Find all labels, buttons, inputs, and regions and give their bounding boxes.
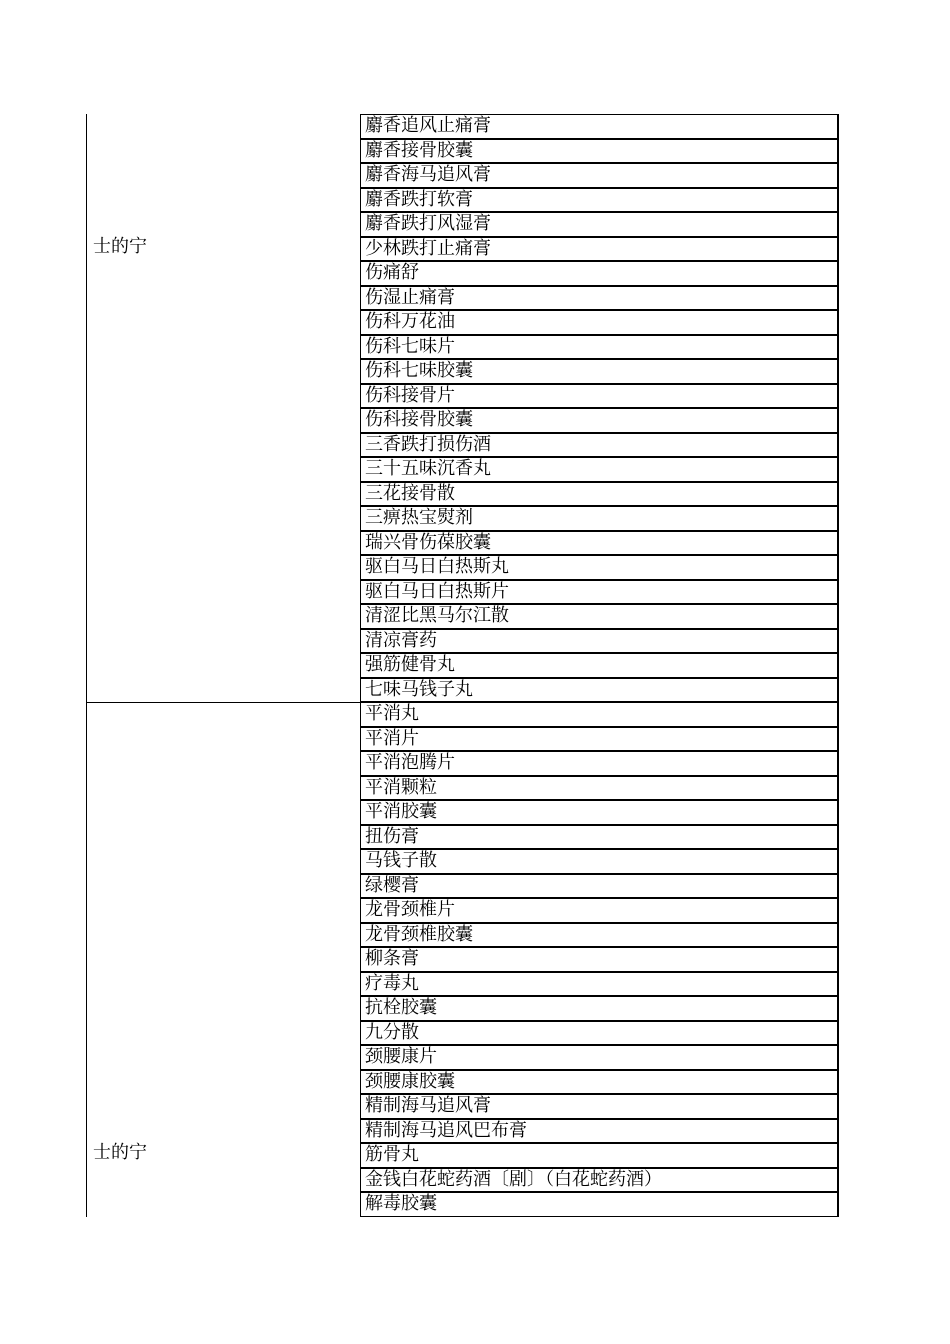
- group-label-cell: [86, 702, 361, 1217]
- table-row: 平消泡腾片: [361, 751, 837, 776]
- table-row: 龙骨颈椎胶囊: [361, 923, 837, 948]
- table-row: 平消胶囊: [361, 800, 837, 825]
- table-row: 伤科七味胶囊: [361, 359, 837, 384]
- table-row: 颈腰康胶囊: [361, 1070, 837, 1095]
- table-row: 清涩比黑马尔江散: [361, 604, 837, 629]
- table-row: 伤科接骨胶囊: [361, 408, 837, 433]
- table-row: 麝香海马追风膏: [361, 163, 837, 188]
- table-row: 驱白马日白热斯丸: [361, 555, 837, 580]
- table-row: 伤科万花油: [361, 310, 837, 335]
- table-row: 麝香追风止痛膏: [361, 114, 837, 139]
- table-row: 平消丸: [361, 702, 837, 727]
- table-row: 颈腰康片: [361, 1045, 837, 1070]
- table-row: 七味马钱子丸: [361, 678, 837, 703]
- table-row: 疗毒丸: [361, 972, 837, 997]
- table-group-2: [86, 702, 838, 1217]
- table-row: 柳条膏: [361, 947, 837, 972]
- table-row: 伤痛舒: [361, 261, 837, 286]
- table-row: 龙骨颈椎片: [361, 898, 837, 923]
- table-row: 三痹热宝熨剂: [361, 506, 837, 531]
- table-row: 解毒胶囊: [361, 1192, 837, 1217]
- table-row: 麝香跌打风湿膏: [361, 212, 837, 237]
- table-row: 少林跌打止痛膏: [361, 237, 837, 262]
- table-group-1: [86, 114, 838, 702]
- table-row: 平消颗粒: [361, 776, 837, 801]
- group-label: 士的宁: [93, 236, 147, 257]
- table-row: 伤科七味片: [361, 335, 837, 360]
- table-row: 扭伤膏: [361, 825, 837, 850]
- group-label-cell: [86, 114, 361, 702]
- table-row: 马钱子散: [361, 849, 837, 874]
- table-row: 精制海马追风巴布膏: [361, 1119, 837, 1144]
- table-row: 伤湿止痛膏: [361, 286, 837, 311]
- group-label: 士的宁: [93, 1142, 147, 1163]
- group-divider: [87, 702, 361, 703]
- table-row: 平消片: [361, 727, 837, 752]
- drug-list: [360, 114, 839, 702]
- table-row: 三十五味沉香丸: [361, 457, 837, 482]
- table-row: 九分散: [361, 1021, 837, 1046]
- drug-list: [360, 702, 839, 1217]
- table-row: 麝香接骨胶囊: [361, 139, 837, 164]
- table-row: 驱白马日白热斯片: [361, 580, 837, 605]
- table-row: 瑞兴骨伤葆胶囊: [361, 531, 837, 556]
- table-row: 伤科接骨片: [361, 384, 837, 409]
- table-row: 绿樱膏: [361, 874, 837, 899]
- drug-table: [86, 114, 838, 1217]
- table-row: 三香跌打损伤酒: [361, 433, 837, 458]
- table-row: 筋骨丸: [361, 1143, 837, 1168]
- table-row: 精制海马追风膏: [361, 1094, 837, 1119]
- table-row: 三花接骨散: [361, 482, 837, 507]
- table-row: 麝香跌打软膏: [361, 188, 837, 213]
- table-row: 强筋健骨丸: [361, 653, 837, 678]
- table-row: 清凉膏药: [361, 629, 837, 654]
- table-row: 金钱白花蛇药酒〔剧〕（白花蛇药酒）: [361, 1168, 837, 1193]
- table-row: 抗栓胶囊: [361, 996, 837, 1021]
